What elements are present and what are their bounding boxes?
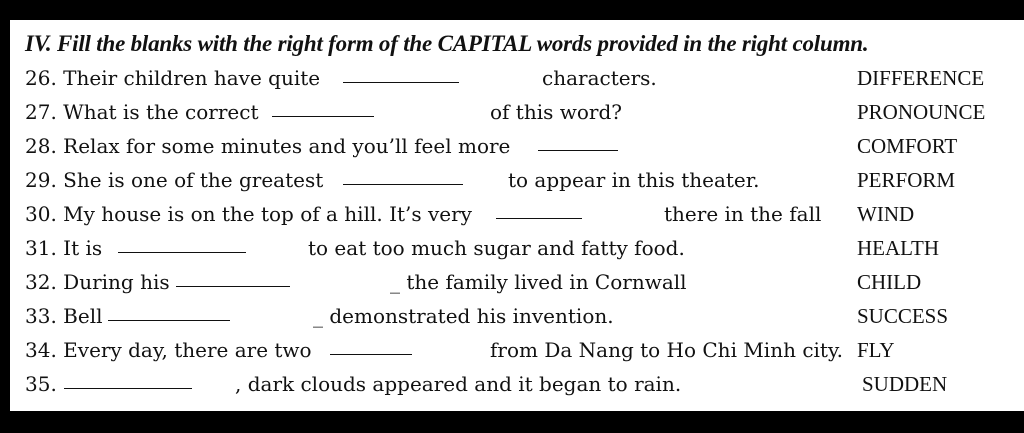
capital-word: SUCCESS <box>857 304 949 328</box>
answer-blank[interactable] <box>64 370 192 394</box>
question-stem: 26. Their children have quite <box>25 66 321 90</box>
answer-blank[interactable] <box>108 302 230 326</box>
answer-blank[interactable] <box>272 98 374 122</box>
question-row <box>10 100 1024 132</box>
question-stem: 34. Every day, there are two <box>25 338 312 362</box>
question-rest: _ demonstrated his invention. <box>313 304 614 328</box>
answer-blank[interactable] <box>330 336 412 360</box>
question-rest: to eat too much sugar and fatty food. <box>308 236 685 260</box>
question-row <box>10 372 1024 404</box>
capital-word: DIFFERENCE <box>857 66 985 90</box>
answer-blank[interactable] <box>343 166 463 190</box>
question-rest: , dark clouds appeared and it began to rain. <box>235 372 682 396</box>
question-row <box>10 66 1024 98</box>
question-rest: from Da Nang to Ho Chi Minh city. <box>490 338 843 362</box>
question-stem: 32. During his <box>25 270 170 294</box>
answer-blank[interactable] <box>538 132 618 156</box>
capital-word: CHILD <box>857 270 922 294</box>
question-row <box>10 236 1024 268</box>
question-rest: characters. <box>542 66 657 90</box>
question-rest: of this word? <box>490 100 622 124</box>
capital-word: WIND <box>857 202 915 226</box>
question-rest: to appear in this theater. <box>508 168 760 192</box>
question-stem: 30. My house is on the top of a hill. It’s very <box>25 202 472 226</box>
answer-blank[interactable] <box>176 268 290 292</box>
question-stem: 27. What is the correct <box>25 100 259 124</box>
question-stem: 29. She is one of the greatest <box>25 168 324 192</box>
capital-word: PRONOUNCE <box>857 100 986 124</box>
question-stem: 28. Relax for some minutes and you’ll feel more <box>25 134 511 158</box>
question-row <box>10 134 1024 166</box>
capital-word: FLY <box>857 338 895 362</box>
answer-blank[interactable] <box>118 234 246 258</box>
question-stem: 31. It is <box>25 236 103 260</box>
question-row <box>10 304 1024 336</box>
question-rest: there in the fall <box>664 202 822 226</box>
answer-blank[interactable] <box>496 200 582 224</box>
capital-word: COMFORT <box>857 134 958 158</box>
exercise-heading: IV. Fill the blanks with the right form of the CAPITAL words provided in the right column. <box>25 31 869 56</box>
question-row <box>10 202 1024 234</box>
capital-word: SUDDEN <box>862 372 948 396</box>
capital-word: HEALTH <box>857 236 940 260</box>
question-rest: _ the family lived in Cornwall <box>390 270 687 294</box>
question-row <box>10 168 1024 200</box>
question-stem: 35. <box>25 372 57 396</box>
question-row <box>10 338 1024 370</box>
question-stem: 33. Bell <box>25 304 103 328</box>
capital-word: PERFORM <box>857 168 956 192</box>
question-row <box>10 270 1024 302</box>
worksheet <box>10 20 1024 411</box>
answer-blank[interactable] <box>343 64 459 88</box>
